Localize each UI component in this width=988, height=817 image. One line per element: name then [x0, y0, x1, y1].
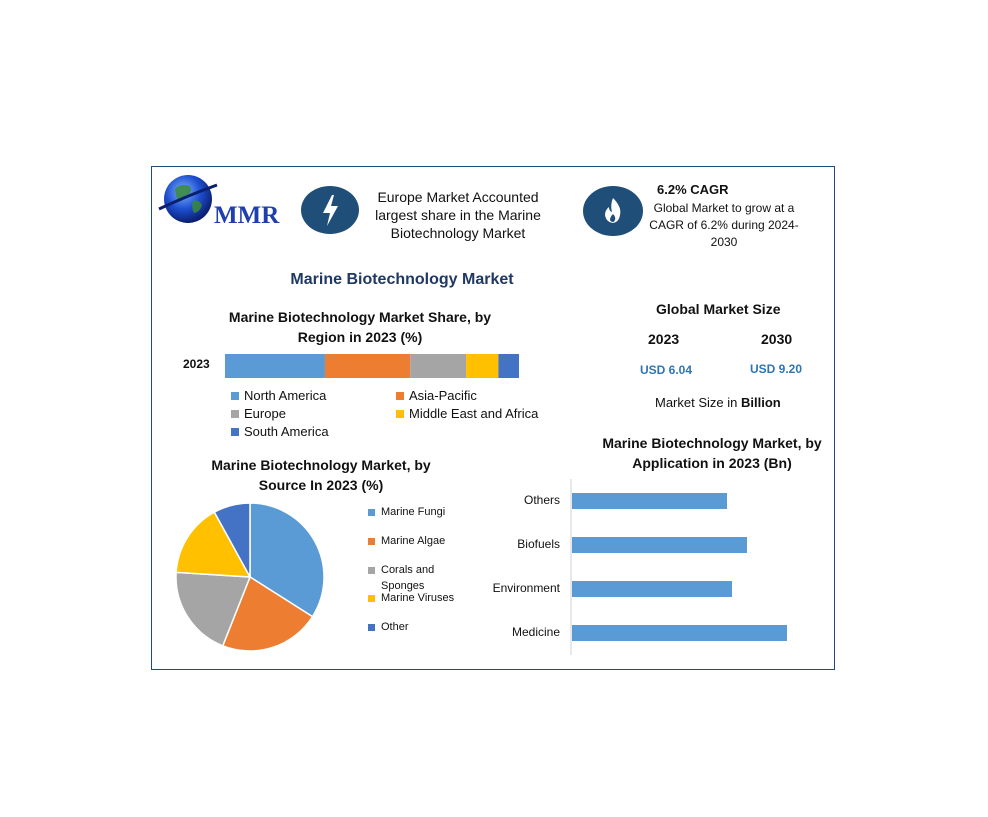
market-size-note-prefix: Market Size in	[655, 395, 741, 410]
bar-segment-europe	[410, 354, 466, 378]
logo	[157, 173, 287, 229]
region-chart-title: Marine Biotechnology Market Share, by Region in 2023 (%)	[228, 309, 492, 345]
axis-label-biofuels: Biofuels	[517, 537, 560, 551]
cagr-title: 6.2% CAGR	[657, 182, 729, 197]
legend-label: Corals and Sponges	[381, 564, 435, 592]
legend-label: Marine Viruses	[381, 592, 455, 604]
source-chart-title: Marine Biotechnology Market, by Source In 2023 (%)	[211, 457, 431, 493]
infographic-frame	[151, 166, 835, 670]
legend-label: Asia-Pacific	[409, 388, 477, 403]
legend-marine-algae	[368, 533, 445, 549]
legend-label: Europe	[244, 406, 286, 421]
flame-icon	[583, 186, 643, 236]
axis-label-others: Others	[523, 493, 560, 507]
market-value-2023: USD 6.04	[640, 363, 693, 377]
legend-swatch	[368, 595, 375, 602]
legend-label: South America	[244, 424, 329, 439]
bar-segment-north-america	[225, 354, 325, 378]
bar-segment-middle-east-and-africa	[466, 354, 498, 378]
legend-swatch	[396, 410, 404, 418]
legend-north-america	[231, 388, 326, 403]
legend-south-america	[231, 424, 329, 439]
legend-swatch	[368, 567, 375, 574]
market-size-note	[655, 395, 781, 410]
logo-text: MMR	[214, 202, 280, 229]
legend-swatch	[231, 428, 239, 436]
legend-europe	[231, 406, 286, 421]
legend-middle-east-africa	[396, 406, 538, 421]
globe-icon	[157, 173, 219, 225]
lightning-bolt-icon	[301, 186, 359, 234]
bar-biofuels	[572, 537, 747, 553]
legend-swatch	[368, 624, 375, 631]
info-text: Europe Market Accounted largest share in the Marine Biotechnology Market	[375, 189, 541, 241]
application-bar-chart	[569, 479, 829, 659]
axis-label-environment: Environment	[492, 581, 560, 595]
legend-swatch	[368, 509, 375, 516]
legend-swatch	[396, 392, 404, 400]
bar-environment	[572, 581, 732, 597]
market-year-2030: 2030	[761, 331, 793, 347]
axis-label-medicine: Medicine	[511, 625, 560, 639]
market-size-note-unit: Billion	[740, 395, 781, 410]
legend-label: Middle East and Africa	[409, 406, 539, 421]
legend-other	[368, 619, 409, 635]
region-stacked-bar	[224, 353, 520, 379]
region-chart-category: 2023	[183, 357, 210, 371]
legend-asia-pacific	[396, 388, 477, 403]
bar-segment-south-america	[498, 354, 519, 378]
legend-label: Other	[381, 621, 409, 633]
cagr-badge	[583, 186, 643, 236]
legend-label: North America	[244, 388, 327, 403]
legend-swatch	[231, 392, 239, 400]
main-title: Marine Biotechnology Market	[290, 271, 514, 288]
cagr-text: Global Market to grow at a CAGR of 6.2% during 2024-2030	[649, 201, 799, 249]
legend-marine-fungi	[368, 504, 445, 520]
bar-segment-asia-pacific	[325, 354, 410, 378]
info-badge	[301, 186, 359, 234]
source-pie-chart	[174, 501, 326, 653]
bar-medicine	[572, 625, 787, 641]
market-size-title: Global Market Size	[656, 301, 781, 317]
market-value-2030: USD 9.20	[750, 362, 803, 376]
legend-marine-viruses	[368, 590, 454, 606]
bar-others	[572, 493, 727, 509]
application-chart-title: Marine Biotechnology Market, by Application in 2023 (Bn)	[602, 435, 822, 471]
market-year-2023: 2023	[648, 331, 680, 347]
legend-swatch	[368, 538, 375, 545]
legend-label: Marine Fungi	[381, 506, 446, 518]
legend-swatch	[231, 410, 239, 418]
legend-label: Marine Algae	[381, 535, 446, 547]
